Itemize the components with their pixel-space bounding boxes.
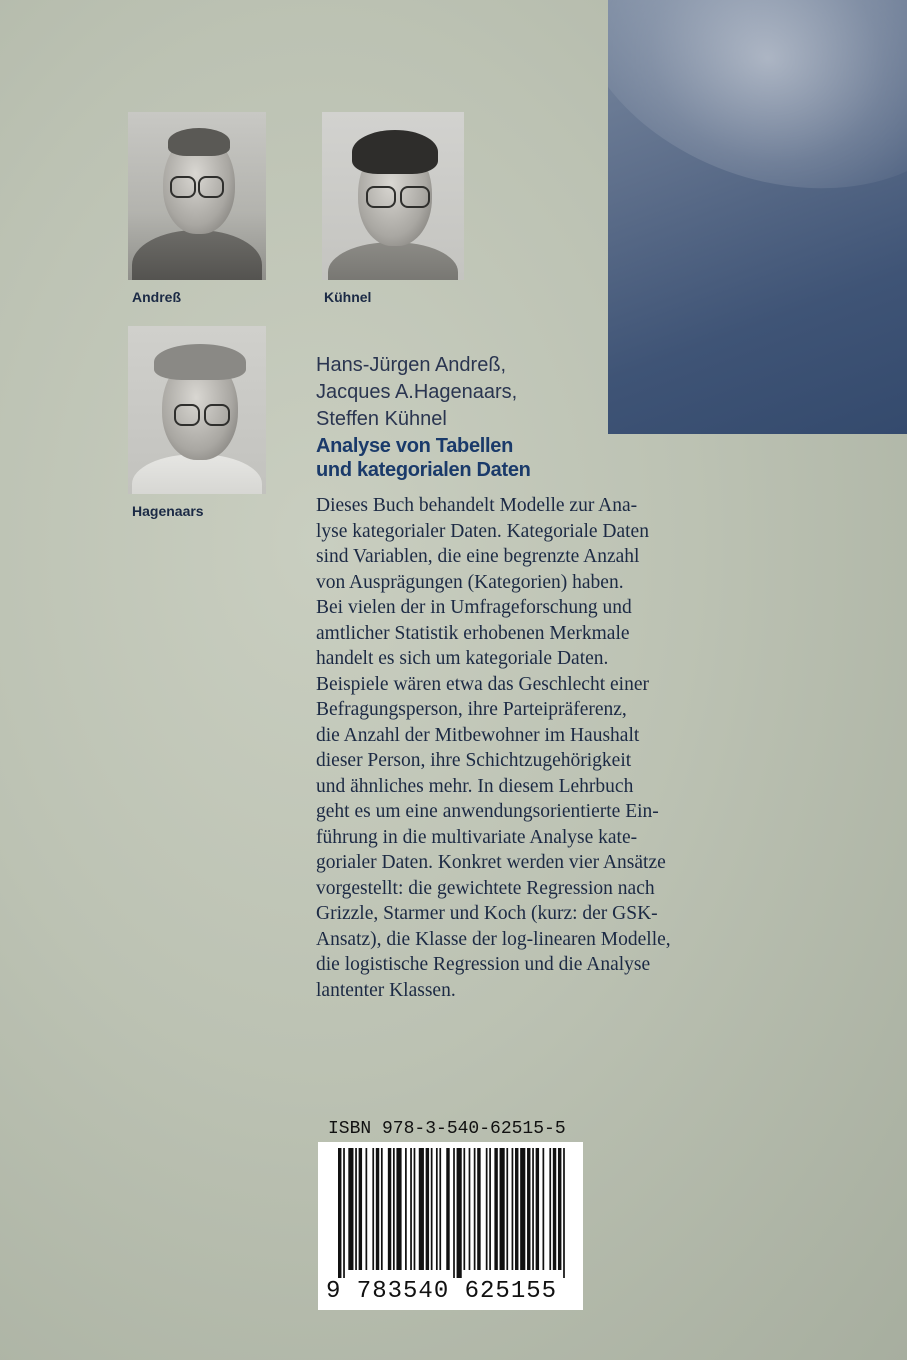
barcode-bar (376, 1148, 379, 1270)
book-description: Dieses Buch behandelt Modelle zur Ana- lyse kategorialer Daten. Kategoriale Daten sind Variablen, die eine begrenzte Anzahl von Ausprägungen (Kategorien) haben. Bei vielen der in Umfrageforschung und amtlicher Statistik erhobenen Merkmale handelt es sich um kategoriale Daten. Beispiele wären etwa das Geschlecht einer Befragungsperson, ihre Parteipräferenz, die Anzahl der Mitbewohner im Haushalt dieser Person, ihre Schichtzugehörigkeit und ähnliches mehr. In diesem Lehrbuch geht es um eine anwendungsorientierte Ein- führung in die multivariate Analyse kate- gorialer Daten. Konkret werden vier Ansätze vorgestellt: die gewichtete Regression nach Grizzle, Starmer und Koch (kurz: der GSK- Ansatz), die Klasse der log-linearen Modelle, die logistische Regression und die Analyse lantenter Klassen. (316, 495, 671, 1001)
barcode-bar (453, 1148, 455, 1278)
decorative-corner-panel (608, 0, 907, 434)
barcode-bar (520, 1148, 525, 1270)
barcode-digits: 9 783540 625155 (326, 1278, 558, 1305)
barcode-bar (563, 1148, 565, 1278)
barcode-bar (446, 1148, 449, 1270)
barcode-bar (439, 1148, 441, 1270)
barcode-area (318, 1142, 583, 1310)
barcode-bar (426, 1148, 429, 1270)
barcode-bar (553, 1148, 556, 1270)
barcode-bar (419, 1148, 424, 1270)
barcode-bar (558, 1148, 561, 1270)
barcode-bar (506, 1148, 508, 1270)
photo-caption-kuehnel: Kühnel (324, 289, 372, 305)
barcode-bar (469, 1148, 471, 1270)
barcode-bar (393, 1148, 395, 1270)
barcode-bar (457, 1148, 462, 1278)
barcode-bar (515, 1148, 518, 1270)
barcode-bar (549, 1148, 551, 1270)
photo-caption-hagenaars: Hagenaars (132, 503, 204, 519)
barcode-bar (414, 1148, 416, 1270)
author-line: Steffen Kühnel (316, 408, 447, 430)
barcode-bar (486, 1148, 488, 1270)
title-line: und kategorialen Daten (316, 459, 531, 481)
barcode-bar (405, 1148, 407, 1270)
barcode-bar (381, 1148, 383, 1270)
barcode-bar (338, 1148, 341, 1278)
barcode-bar (388, 1148, 391, 1270)
barcode-bar (348, 1148, 353, 1270)
title-line: Analyse von Tabellen (316, 435, 514, 457)
barcode-bar (355, 1148, 357, 1270)
barcode-bars-icon (338, 1148, 570, 1278)
barcode-bar (489, 1148, 491, 1270)
barcode-bar (396, 1148, 401, 1270)
barcode-bar (436, 1148, 438, 1270)
barcode-bar (359, 1148, 362, 1270)
isbn-label: ISBN 978-3-540-62515-5 (328, 1119, 566, 1139)
barcode-bar (343, 1148, 345, 1278)
photo-caption-andress: Andreß (132, 289, 181, 305)
barcode-bar (463, 1148, 465, 1270)
author-line: Hans-Jürgen Andreß, (316, 354, 507, 376)
barcode-bar (512, 1148, 514, 1270)
author-photo-andress (128, 112, 266, 280)
barcode-bar (532, 1148, 534, 1270)
author-photo-kuehnel (322, 112, 464, 280)
barcode-bar (494, 1148, 497, 1270)
author-photo-hagenaars (128, 326, 266, 494)
book-title (316, 434, 636, 482)
barcode-bar (527, 1148, 530, 1270)
barcode-bar (372, 1148, 374, 1270)
isbn-barcode (318, 1118, 583, 1310)
barcode-bar (474, 1148, 476, 1270)
barcode-bar (410, 1148, 412, 1270)
barcode-bar (477, 1148, 480, 1270)
barcode-bar (543, 1148, 545, 1270)
barcode-bar (500, 1148, 505, 1270)
barcode-bar (431, 1148, 433, 1270)
barcode-bar (536, 1148, 539, 1270)
barcode-bar (366, 1148, 368, 1270)
author-line: Jacques A.Hagenaars, (316, 381, 518, 403)
author-names (316, 352, 616, 433)
